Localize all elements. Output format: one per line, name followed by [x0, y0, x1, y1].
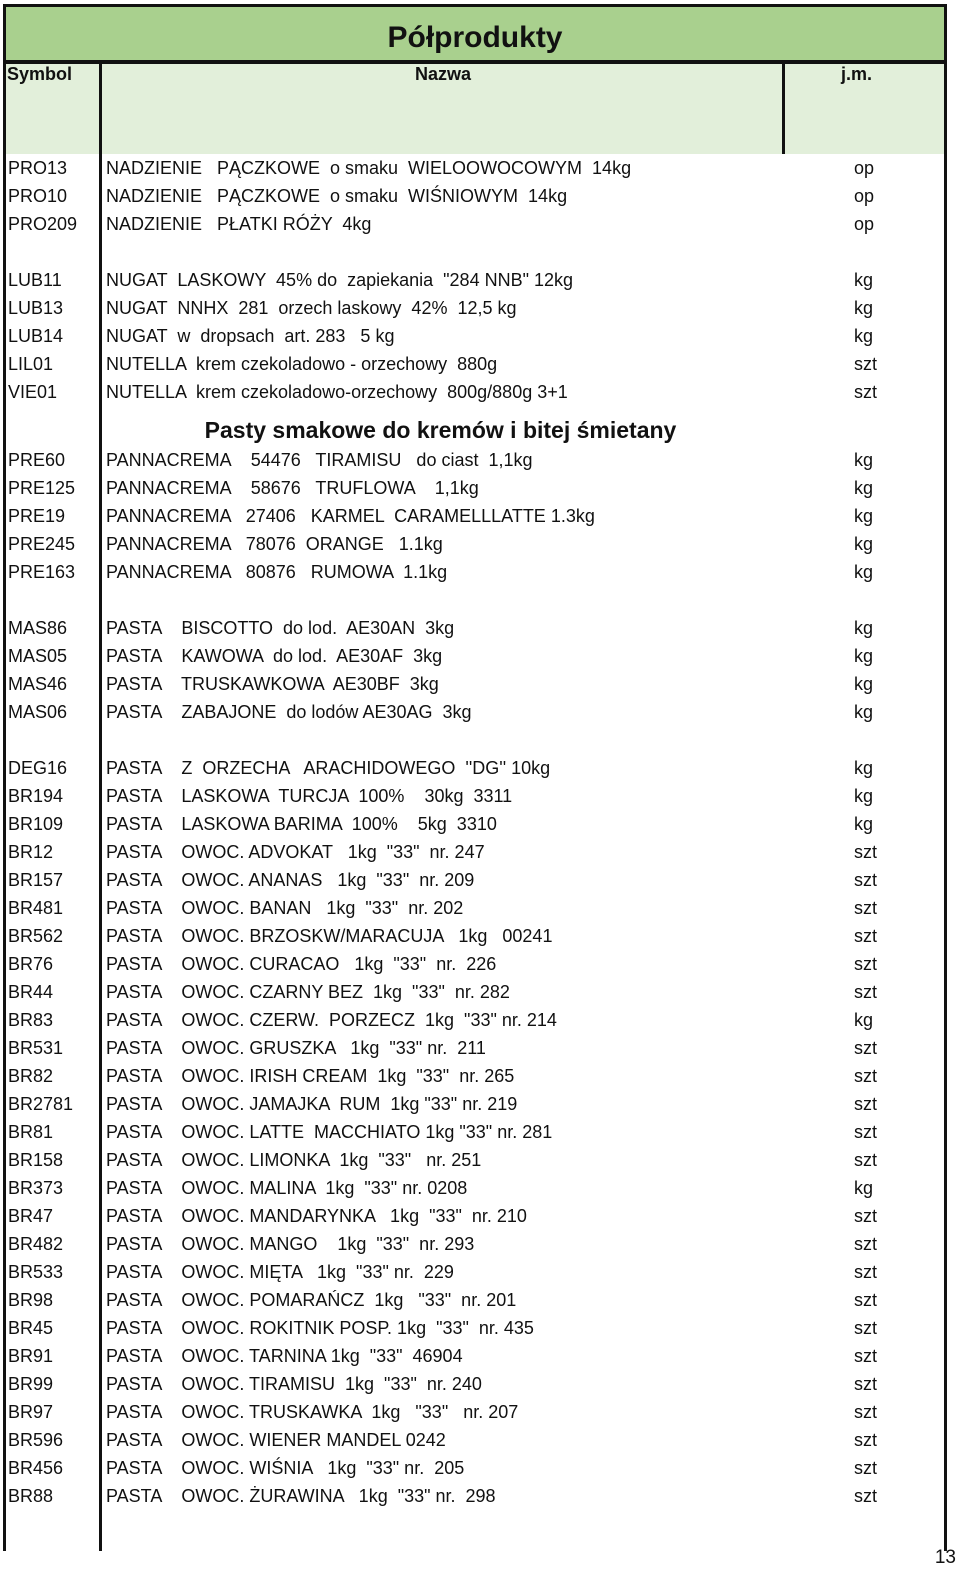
table-row [3, 810, 947, 838]
cell-unit: kg [854, 326, 874, 346]
cell-symbol: PRE245 [8, 534, 76, 554]
cell-name: PASTA OWOC. MALINA 1kg "33" nr. 0208 [106, 1178, 468, 1198]
cell-name: PASTA KAWOWA do lod. AE30AF 3kg [106, 646, 443, 666]
cell-name: NUGAT NNHX 281 orzech laskowy 42% 12,5 kg [106, 298, 517, 318]
table-row [3, 1090, 947, 1118]
table-row [3, 350, 947, 378]
cell-unit: kg [854, 506, 874, 526]
cell-name: PANNACREMA 80876 RUMOWA 1.1kg [106, 562, 448, 582]
cell-unit: szt [854, 1066, 878, 1086]
cell-unit: szt [854, 1150, 878, 1170]
table-row [3, 1454, 947, 1482]
cell-name: PASTA OWOC. POMARAŃCZ 1kg "33" nr. 201 [106, 1290, 517, 1310]
cell-unit: szt [854, 870, 878, 890]
cell-unit: szt [854, 382, 878, 402]
table-row [3, 1482, 947, 1510]
table-row [3, 1370, 947, 1398]
price-sheet [3, 4, 947, 1551]
cell-name: PASTA BISCOTTO do lod. AE30AN 3kg [106, 618, 455, 638]
cell-symbol: MAS86 [8, 618, 68, 638]
cell-unit: kg [854, 298, 874, 318]
cell-unit: szt [854, 1234, 878, 1254]
cell-unit: szt [854, 1486, 878, 1506]
table-row [3, 474, 947, 502]
cell-symbol: BR373 [8, 1178, 64, 1198]
table-row [3, 1174, 947, 1202]
cell-name: NUGAT w dropsach art. 283 5 kg [106, 326, 395, 346]
cell-unit: szt [854, 1094, 878, 1114]
cell-name: PASTA OWOC. MANDARYNKA 1kg "33" nr. 210 [106, 1206, 527, 1226]
cell-symbol: BR47 [8, 1206, 54, 1226]
table-row [3, 378, 947, 406]
cell-symbol: DEG16 [8, 758, 68, 778]
cell-unit: kg [854, 758, 874, 778]
cell-name: PASTA OWOC. WIENER MANDEL 0242 [106, 1430, 446, 1450]
cell-unit: szt [854, 1430, 878, 1450]
table-row [3, 670, 947, 698]
cell-symbol: PRE60 [8, 450, 66, 470]
cell-name: PASTA Z ORZECHA ARACHIDOWEGO ''DG'' 10kg [106, 758, 551, 778]
table-row [3, 1398, 947, 1426]
cell-unit: kg [854, 814, 874, 834]
table-row [3, 614, 947, 642]
cell-name: PASTA OWOC. LIMONKA 1kg "33" nr. 251 [106, 1150, 482, 1170]
cell-symbol: BR456 [8, 1458, 64, 1478]
cell-unit: kg [854, 786, 874, 806]
cell-symbol: BR158 [8, 1150, 64, 1170]
table-row [3, 950, 947, 978]
cell-unit: szt [854, 1458, 878, 1478]
cell-name: NADZIENIE PŁATKI RÓŻY 4kg [106, 214, 372, 234]
cell-symbol: MAS06 [8, 702, 68, 722]
cell-symbol: BR82 [8, 1066, 54, 1086]
cell-unit: op [854, 158, 875, 178]
table-row [3, 1230, 947, 1258]
table-row [3, 502, 947, 530]
table-row [3, 866, 947, 894]
cell-unit: op [854, 186, 875, 206]
cell-unit: kg [854, 618, 874, 638]
cell-symbol: BR562 [8, 926, 64, 946]
cell-name: NUTELLA krem czekoladowo-orzechowy 800g/880g 3+1 [106, 382, 568, 402]
cell-unit: kg [854, 1010, 874, 1030]
cell-symbol: BR157 [8, 870, 64, 890]
cell-name: PANNACREMA 78076 ORANGE 1.1kg [106, 534, 443, 554]
cell-unit: szt [854, 1346, 878, 1366]
header-jm: j.m. [841, 64, 873, 84]
cell-unit: szt [854, 842, 878, 862]
cell-name: NADZIENIE PĄCZKOWE o smaku WIŚNIOWYM 14kg [106, 186, 568, 206]
page-title: Półprodukty [387, 21, 563, 54]
cell-unit: kg [854, 478, 874, 498]
cell-symbol: LUB14 [8, 326, 64, 346]
cell-symbol: PRO10 [8, 186, 68, 206]
cell-unit: szt [854, 954, 878, 974]
table-row [3, 1118, 947, 1146]
table-row [3, 558, 947, 586]
cell-symbol: BR531 [8, 1038, 64, 1058]
cell-unit: szt [854, 1038, 878, 1058]
table-row [3, 1258, 947, 1286]
table-row [3, 182, 947, 210]
cell-symbol: BR97 [8, 1402, 54, 1422]
cell-name: PASTA OWOC. CURACAO 1kg "33" nr. 226 [106, 954, 497, 974]
table-row [3, 1062, 947, 1090]
title-bar [3, 4, 947, 64]
cell-name: PASTA OWOC. ANANAS 1kg "33" nr. 209 [106, 870, 475, 890]
section-heading-text: Pasty smakowe do kremów i bitej śmietany [204, 417, 677, 443]
table-row [3, 642, 947, 670]
section-heading [3, 406, 947, 446]
cell-unit: op [854, 214, 875, 234]
cell-name: PASTA OWOC. WIŚNIA 1kg "33" nr. 205 [106, 1458, 465, 1478]
cell-symbol: PRO209 [8, 214, 78, 234]
table-row [3, 922, 947, 950]
cell-unit: szt [854, 926, 878, 946]
cell-name: PANNACREMA 54476 TIRAMISU do ciast 1,1kg [106, 450, 533, 470]
table-row [3, 698, 947, 726]
cell-symbol: LUB11 [8, 270, 62, 290]
cell-unit: szt [854, 1402, 878, 1422]
cell-name: PASTA ZABAJONE do lodów AE30AG 3kg [106, 702, 472, 722]
cell-name: PANNACREMA 58676 TRUFLOWA 1,1kg [106, 478, 479, 498]
cell-name: NADZIENIE PĄCZKOWE o smaku WIELOOWOCOWYM 14kg [106, 158, 632, 178]
table-row [3, 894, 947, 922]
cell-symbol: BR194 [8, 786, 64, 806]
cell-symbol: MAS46 [8, 674, 68, 694]
table-row [3, 266, 947, 294]
header-nazwa: Nazwa [414, 64, 472, 84]
cell-unit: kg [854, 534, 874, 554]
cell-name: PASTA OWOC. MIĘTA 1kg "33" nr. 229 [106, 1262, 454, 1282]
table-row [3, 1314, 947, 1342]
cell-symbol: BR2781 [8, 1094, 74, 1114]
cell-name: PASTA OWOC. MANGO 1kg "33" nr. 293 [106, 1234, 475, 1254]
cell-symbol: PRE125 [8, 478, 76, 498]
cell-name: PASTA OWOC. CZERW. PORZECZ 1kg "33" nr. 214 [106, 1010, 557, 1030]
header-symbol: Symbol [7, 64, 73, 84]
cell-symbol: PRE163 [8, 562, 76, 582]
spacer-row [3, 238, 947, 266]
cell-name: PASTA OWOC. TARNINA 1kg "33" 46904 [106, 1346, 463, 1366]
cell-symbol: BR88 [8, 1486, 54, 1506]
cell-unit: kg [854, 646, 874, 666]
table-row [3, 978, 947, 1006]
cell-symbol: MAS05 [8, 646, 68, 666]
cell-unit: szt [854, 1318, 878, 1338]
table-row [3, 1006, 947, 1034]
cell-symbol: BR533 [8, 1262, 64, 1282]
cell-unit: szt [854, 898, 878, 918]
cell-symbol: PRO13 [8, 158, 68, 178]
cell-symbol: BR98 [8, 1290, 54, 1310]
cell-symbol: BR45 [8, 1318, 54, 1338]
cell-unit: szt [854, 1122, 878, 1142]
cell-unit: szt [854, 982, 878, 1002]
cell-name: PASTA OWOC. TIRAMISU 1kg "33" nr. 240 [106, 1374, 482, 1394]
cell-name: PANNACREMA 27406 KARMEL CARAMELLLATTE 1.3kg [106, 506, 595, 526]
cell-symbol: PRE19 [8, 506, 66, 526]
cell-name: PASTA OWOC. ROKITNIK POSP. 1kg "33" nr. 435 [106, 1318, 534, 1338]
table-row [3, 322, 947, 350]
cell-symbol: BR482 [8, 1234, 64, 1254]
table-row [3, 154, 947, 182]
cell-unit: kg [854, 450, 874, 470]
cell-symbol: BR596 [8, 1430, 64, 1450]
cell-symbol: LIL01 [8, 354, 54, 374]
table-row [3, 1286, 947, 1314]
cell-unit: kg [854, 562, 874, 582]
cell-unit: kg [854, 674, 874, 694]
table-row [3, 1342, 947, 1370]
cell-name: PASTA OWOC. TRUSKAWKA 1kg "33" nr. 207 [106, 1402, 519, 1422]
cell-symbol: BR481 [8, 898, 64, 918]
cell-unit: szt [854, 354, 878, 374]
cell-name: PASTA TRUSKAWKOWA AE30BF 3kg [106, 674, 439, 694]
cell-unit: szt [854, 1290, 878, 1310]
cell-name: PASTA OWOC. ADVOKAT 1kg "33" nr. 247 [106, 842, 485, 862]
cell-unit: kg [854, 1178, 874, 1198]
cell-name: NUGAT LASKOWY 45% do zapiekania "284 NNB" 12kg [106, 270, 574, 290]
cell-symbol: BR76 [8, 954, 54, 974]
cell-name: NUTELLA krem czekoladowo - orzechowy 880g [106, 354, 498, 374]
column-divider [782, 64, 785, 154]
cell-name: PASTA OWOC. ŻURAWINA 1kg "33" nr. 298 [106, 1486, 496, 1506]
cell-symbol: LUB13 [8, 298, 64, 318]
cell-symbol: BR81 [8, 1122, 54, 1142]
cell-name: PASTA OWOC. JAMAJKA RUM 1kg "33" nr. 219 [106, 1094, 518, 1114]
spacer-row [3, 586, 947, 614]
cell-name: PASTA LASKOWA TURCJA 100% 30kg 3311 [106, 786, 513, 806]
table-row [3, 1146, 947, 1174]
cell-symbol: BR12 [8, 842, 54, 862]
table-row [3, 294, 947, 322]
table-row [3, 782, 947, 810]
table-row [3, 838, 947, 866]
cell-symbol: BR109 [8, 814, 64, 834]
cell-name: PASTA OWOC. BANAN 1kg "33" nr. 202 [106, 898, 464, 918]
cell-symbol: VIE01 [8, 382, 58, 402]
cell-unit: kg [854, 270, 874, 290]
table-row [3, 1426, 947, 1454]
cell-name: PASTA OWOC. CZARNY BEZ 1kg "33" nr. 282 [106, 982, 510, 1002]
table-row [3, 210, 947, 238]
table-row [3, 530, 947, 558]
table-row [3, 1202, 947, 1230]
page-number: 13 [934, 1547, 956, 1568]
cell-unit: kg [854, 702, 874, 722]
cell-name: PASTA OWOC. LATTE MACCHIATO 1kg "33" nr. 281 [106, 1122, 553, 1142]
product-table [3, 154, 947, 1510]
cell-name: PASTA OWOC. BRZOSKW/MARACUJA 1kg 00241 [106, 926, 553, 946]
cell-symbol: BR83 [8, 1010, 54, 1030]
cell-symbol: BR99 [8, 1374, 54, 1394]
cell-unit: szt [854, 1262, 878, 1282]
cell-symbol: BR91 [8, 1346, 54, 1366]
table-row [3, 754, 947, 782]
cell-name: PASTA OWOC. GRUSZKA 1kg "33" nr. 211 [106, 1038, 486, 1058]
spacer-row [3, 726, 947, 754]
table-row [3, 1034, 947, 1062]
cell-name: PASTA OWOC. IRISH CREAM 1kg "33" nr. 265 [106, 1066, 515, 1086]
cell-symbol: BR44 [8, 982, 54, 1002]
cell-unit: szt [854, 1374, 878, 1394]
cell-unit: szt [854, 1206, 878, 1226]
cell-name: PASTA LASKOWA BARIMA 100% 5kg 3310 [106, 814, 497, 834]
table-row [3, 446, 947, 474]
